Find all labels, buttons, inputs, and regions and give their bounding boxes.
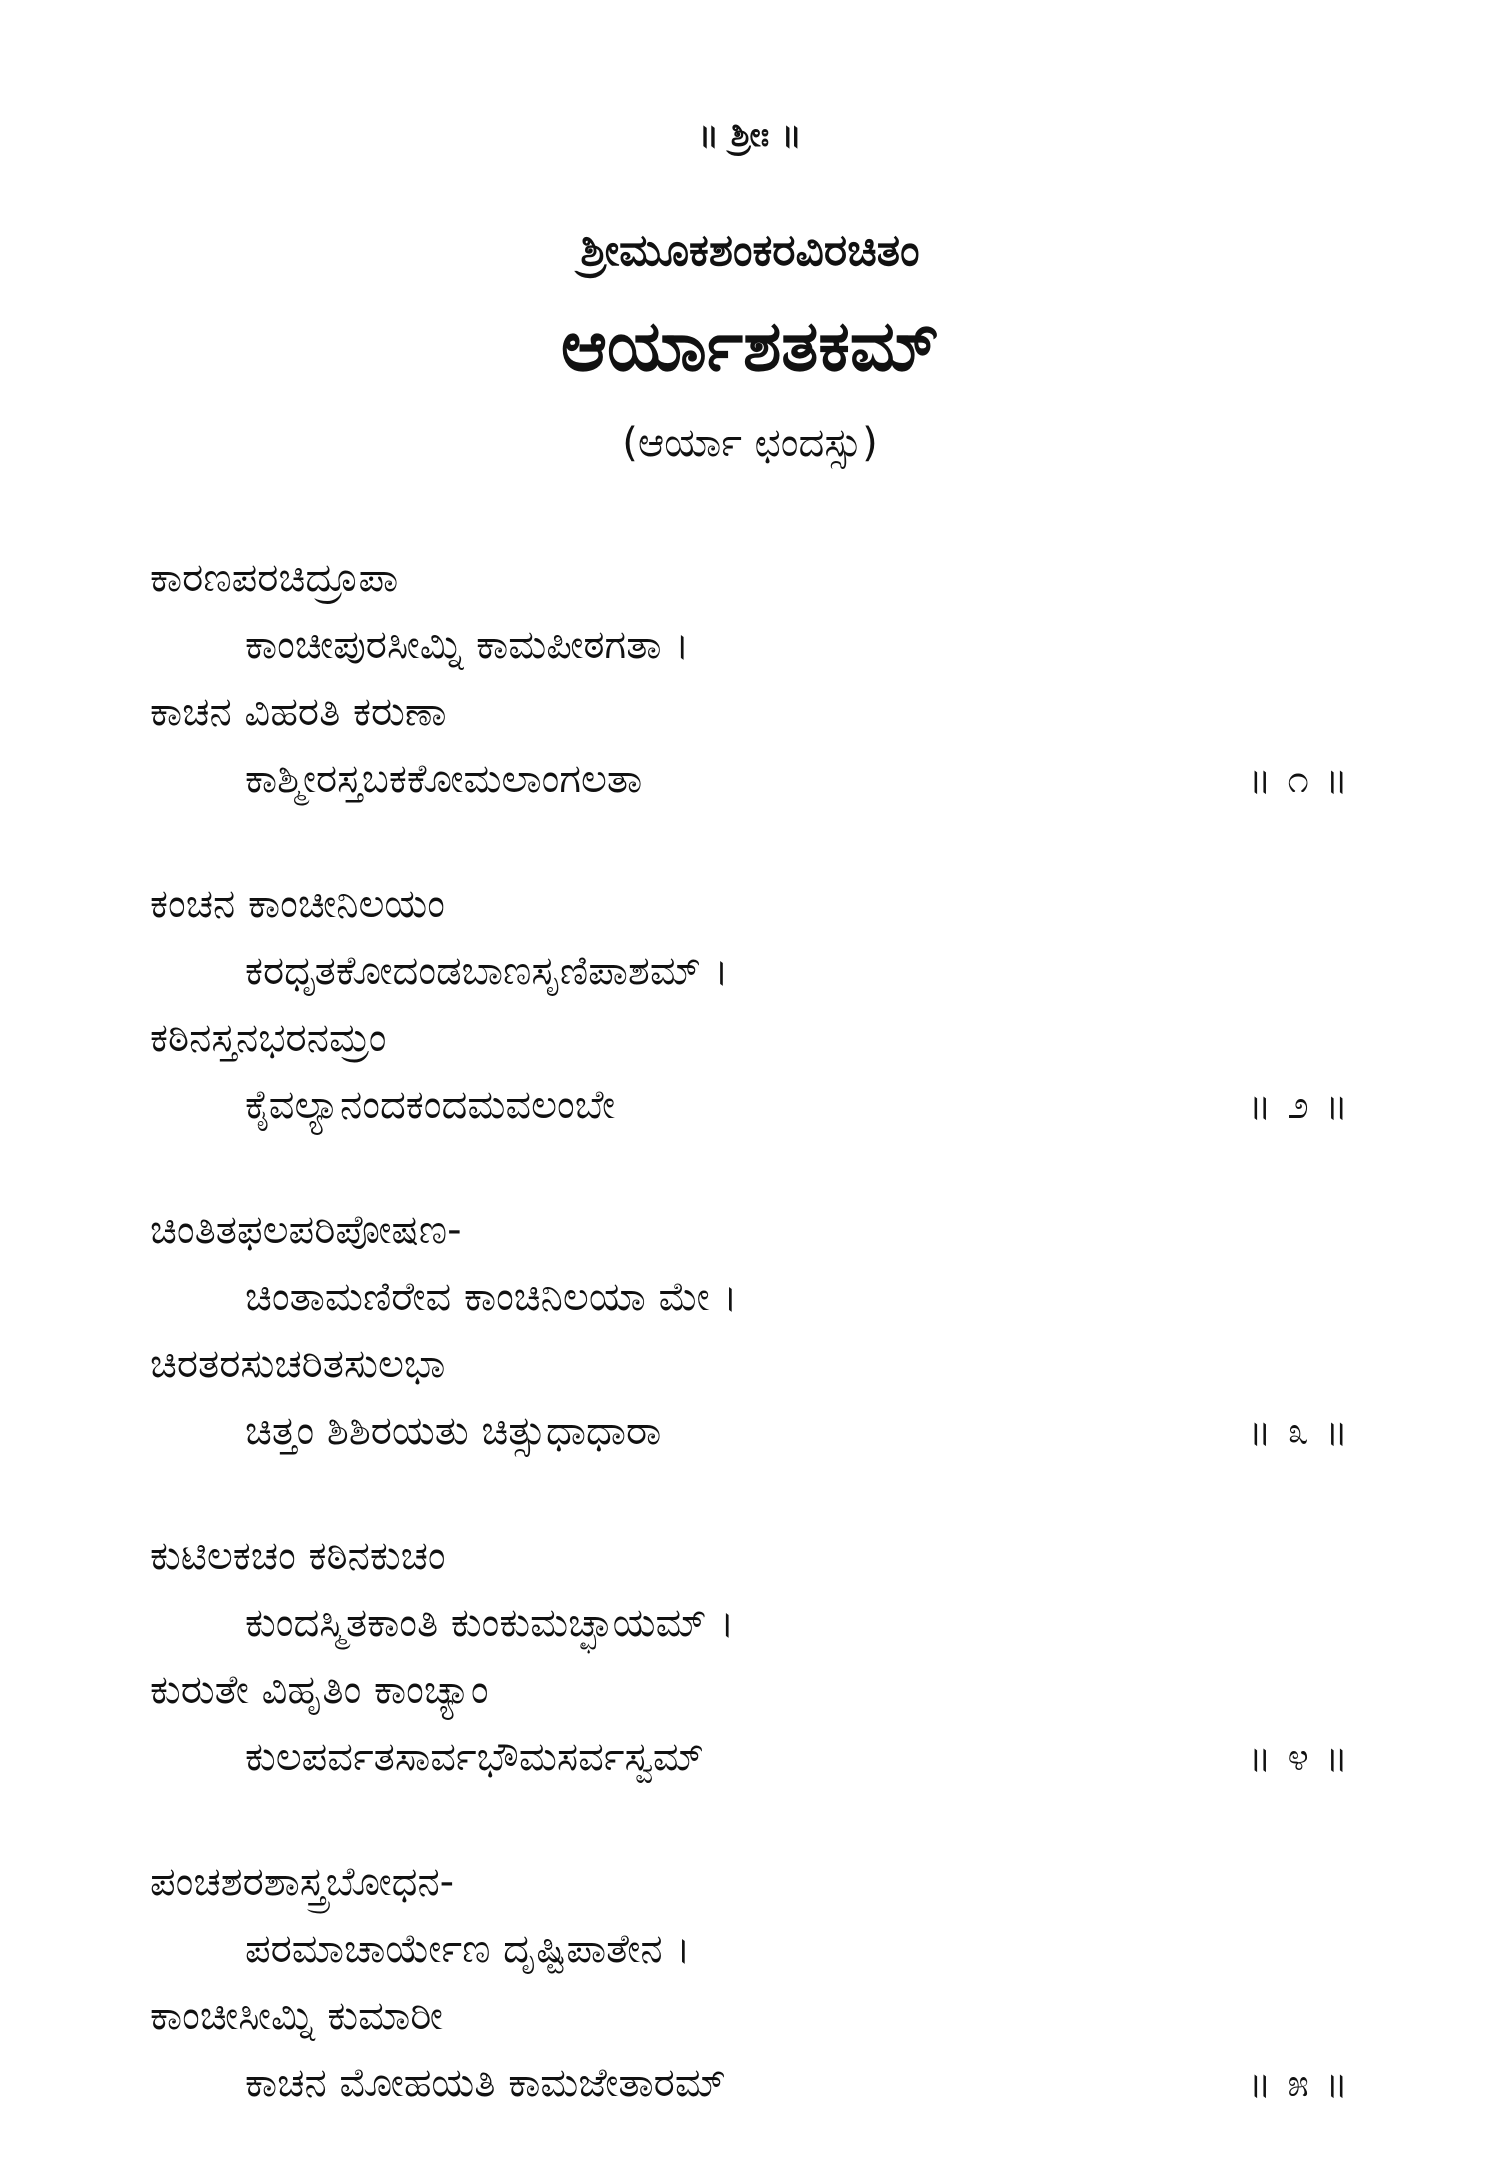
verse-number: ॥ ೩ ॥ bbox=[1248, 1409, 1350, 1453]
verse-line: ಕುಟಿಲಕಚಂ ಕಠಿನಕುಚಂ bbox=[150, 1533, 446, 1579]
verse-line: ಚಿರತರಸುಚರಿತಸುಲಭಾ bbox=[150, 1341, 446, 1387]
verse-line-last bbox=[150, 1724, 1350, 1791]
verse-line: ಕುಂದಸ್ಮಿತಕಾಂತಿ ಕುಂಕುಮಚ್ಛಾಯಮ್ । bbox=[245, 1600, 735, 1646]
verse-5 bbox=[150, 1849, 1350, 2117]
verse-line: ಚಿಂತಿತಫಲಪರಿಪೋಷಣ- bbox=[150, 1207, 462, 1253]
verse-line: ಕಾಚನ ವಿಹರತಿ ಕರುಣಾ bbox=[150, 689, 447, 735]
verse-line: ಕಾಂಚೀಪುರಸೀಮ್ನಿ ಕಾಮಪೀಠಗತಾ । bbox=[245, 622, 690, 668]
invocation: ॥ ಶ್ರೀಃ ॥ bbox=[698, 115, 802, 155]
meter-note: (ಆರ್ಯಾ ಛಂದಸ್ಸು) bbox=[622, 420, 878, 466]
verse-line-last bbox=[150, 1398, 1350, 1465]
verse-number: ॥ ೪ ॥ bbox=[1248, 1735, 1350, 1779]
verse-line-last bbox=[150, 2050, 1350, 2117]
verse-line: ಕಠಿನಸ್ತನಭರನಮ್ರಂ bbox=[150, 1015, 387, 1061]
verse-line: ಪಂಚಶರಶಾಸ್ತ್ರಬೋಧನ- bbox=[150, 1859, 455, 1905]
verse-line-text: ಕಾಚನ ಮೋಹಯತಿ ಕಾಮಜೇತಾರಮ್ bbox=[245, 2060, 726, 2106]
verse-line: ಪರಮಾಚಾರ್ಯೇಣ ದೃಷ್ಟಿಪಾತೇನ । bbox=[245, 1926, 691, 1972]
verse-line: ಕುರುತೇ ವಿಹೃತಿಂ ಕಾಂಚ್ಯಾಂ bbox=[150, 1667, 489, 1713]
verse-line: ಕಾರಣಪರಚಿದ್ರೂಪಾ bbox=[150, 555, 399, 601]
verse-line: ಕಂಚನ ಕಾಂಚೀನಿಲಯಂ bbox=[150, 881, 445, 927]
verse-line-text: ಚಿತ್ತಂ ಶಿಶಿರಯತು ಚಿತ್ಸುಧಾಧಾರಾ bbox=[245, 1408, 662, 1454]
page-title: ಆರ್ಯಾಶತಕಮ್ bbox=[560, 305, 940, 387]
verse-line-last bbox=[150, 1072, 1350, 1139]
verse-line-text: ಕೈವಲ್ಯಾನಂದಕಂದಮವಲಂಬೇ bbox=[245, 1082, 616, 1128]
verse-line: ಚಿಂತಾಮಣಿರೇವ ಕಾಂಚಿನಿಲಯಾ ಮೇ । bbox=[245, 1274, 738, 1320]
verse-4 bbox=[150, 1523, 1350, 1791]
verse-line-last bbox=[150, 746, 1350, 813]
verse-line: ಕರಧೃತಕೋದಂಡಬಾಣಸೃಣಿಪಾಶಮ್ । bbox=[245, 948, 729, 994]
author-subtitle: ಶ್ರೀಮೂಕಶಂಕರವಿರಚಿತಂ bbox=[580, 225, 920, 276]
verse-number: ॥ ೫ ॥ bbox=[1248, 2061, 1350, 2105]
verse-3 bbox=[150, 1197, 1350, 1465]
verse-number: ॥ ೧ ॥ bbox=[1248, 757, 1350, 801]
verse-number: ॥ ೨ ॥ bbox=[1248, 1083, 1350, 1127]
verse-line-text: ಕಾಶ್ಮೀರಸ್ತಬಕಕೋಮಲಾಂಗಲತಾ bbox=[245, 756, 643, 802]
verse-1 bbox=[150, 545, 1350, 813]
verse-2 bbox=[150, 871, 1350, 1139]
verses-list bbox=[150, 545, 1350, 2175]
verse-line: ಕಾಂಚೀಸೀಮ್ನಿ ಕುಮಾರೀ bbox=[150, 1993, 443, 2039]
verse-line-text: ಕುಲಪರ್ವತಸಾರ್ವಭೌಮಸರ್ವಸ್ವಮ್ bbox=[245, 1734, 704, 1780]
